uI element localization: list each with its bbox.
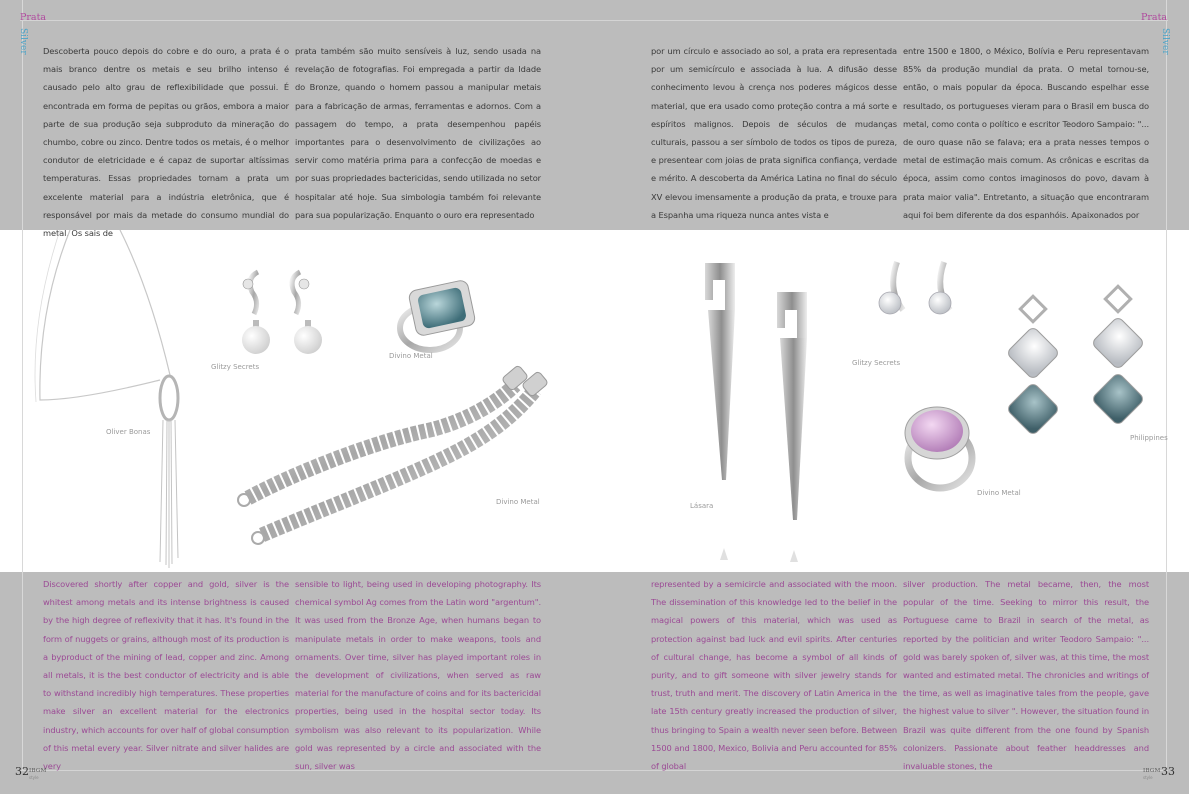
caption-glitzy-secrets-right: Glitzy Secrets [852,359,901,367]
en-column-4: silver production. The metal became, then, the most popular of the time. Seeking to mirror this result, the Portuguese came to Brazil in search of the metal, as reported by the politician and writer Teodoro Sampaio: "... gold was barely spoken of, silver was, at this time, the most wanted and estimated metal. The chronicles and writings of the time, as well as imaginative tales from the people, gave the highest value to silver ". However, the situation found in Brazil was quite different from the one found by Spanish colonizers. Passionate about feather headdresses and invaluable stones, the [903,579,1149,772]
pt-column-3: por um círculo e associado ao sol, a prata era representada por um semicírculo e associada à lua. A difusão desse conhecimento levou à crença nos poderes mágicos desse material, que era usado como proteção contra a má sorte e espíritos malignos. Depois de séculos de mudanças culturais, passou a ser símbolo de todos os tipos de pureza, e presentear com joias de prata significa confiança, verdade e mérito. A descoberta da América Latina no final do século XV elevou imensamente a produção da prata, e trouxe para a Espanha uma riqueza nunca antes vista e [651,46,897,220]
magazine-logo-right: IBGM [1143,768,1161,774]
magazine-sub-left: style [29,775,39,780]
pearl-earrings [242,272,322,354]
section-tag-right: Prata [1141,12,1168,23]
drop-earrings-philippines [1006,286,1145,436]
section-tag-left: Prata [20,12,47,23]
caption-lasara: Lásara [690,502,714,510]
caption-glitzy-secrets-left: Glitzy Secrets [211,363,260,371]
pink-gem-ring [905,407,972,488]
pt-column-1: Descoberta pouco depois do cobre e do ouro, a prata é o mais branco dentre os metais e seu brilho intenso é causado pelo alto grau de reflexibilidade que possui. É encontrada em forma de pepitas ou grãos, embora a maior parte de sua produção seja subproduto da mineração do chumbo, cobre ou zinco. Dentre todos os metais, é o melhor condutor de eletricidade e é capaz de suportar altíssimas temperaturas. Essas propriedades tornam a prata um excelente material para a indústria eletrônica, que é responsável por mais da metade do consumo mundial do metal. Os sais de [43,46,289,239]
oliver-bonas-necklace [35,230,178,568]
caption-philippines: Philippines [1130,434,1168,442]
pt-column-4: entre 1500 e 1800, o México, Bolívia e Peru representavam 85% da produção mundial da prata. O metal tornou-se, então, o mais popular da época. Buscando espelhar esse resultado, os portugueses vieram para o Brasil em busca do metal, como conta o político e escritor Teodoro Sampaio: "... de ouro quase não se falava; era a prata nesses tempos o metal de estimação mais comum. As crônicas e escritas da época, assim como contos imaginosos do povo, davam à prata maior valia". Entretanto, a situação que encontraram aqui foi bem diferente da dos espanhóis. Apaixonados por [903,46,1149,220]
page-number-left: 32 [15,765,29,778]
blue-square-ring [400,279,476,350]
pt-column-2: prata também são muito sensíveis à luz, sendo usada na revelação de fotografias. Foi empregada a partir da Idade do Bronze, quando o homem passou a manipular metais para a fabricação de armas, ferramentas e adornos. Com a passagem do tempo, a prata desempenhou papéis importantes para o desenvolvimento de civilizações ao servir como matéria prima para a confecção de moedas e por suas propriedades bactericidas, sendo utilizada no setor hospitalar até hoje. Sua simbologia também foi relevante para sua popularização. Enquanto o ouro era representado [295,46,541,220]
magazine-logo-left: IBGM [29,768,47,774]
caption-divino-metal-bracelet: Divino Metal [496,498,540,506]
magazine-sub-right: style [1143,775,1153,780]
caption-divino-metal-ring: Divino Metal [389,352,433,360]
top-rule [20,20,1168,21]
en-column-1: Discovered shortly after copper and gold, silver is the whitest among metals and its intense brightness is caused by the high degree of reflexivity that it has. It's found in the form of nuggets or grains, although most of its production is a byproduct of the mining of lead, copper and zinc. Among all metals, it is the best conductor of electricity and is able to withstand incredibly high temperatures. These properties make silver an excellent material for the electronics industry, which accounts for over half of global consumption of this metal every year. Silver nitrate and silver halides are very [43,579,289,772]
blade-earrings [705,263,807,562]
jewelry-photos [0,230,1189,572]
side-tag-left: Silver [18,28,28,55]
crystal-drop-earrings [879,262,951,314]
en-column-3: represented by a semicircle and associated with the moon. The dissemination of this knowledge led to the belief in the magical powers of this material, which was used as protection against bad luck and evil spirits. After centuries of cultural change, has become a symbol of all kinds of purity, and to gift someone with silver jewelry stands for trust, truth and merit. The discovery of Latin America in the late 15th century greatly increased the production of silver, thus bringing to Spain a wealth never seen before. Between 1500 and 1800, Mexico, Bolivia and Peru accounted for 85% of global [651,579,897,772]
page-number-right: 33 [1161,765,1175,778]
chain-bracelets [238,365,549,544]
caption-oliver-bonas: Oliver Bonas [106,428,151,436]
side-tag-right: Silver [1160,28,1170,55]
en-column-2: sensible to light, being used in developing photography. Its chemical symbol Ag comes from the Latin word "argentum". It was used from the Bronze Age, when humans began to manipulate metals in order to make weapons, tools and ornaments. Over time, silver has played important roles in the development of civilizations, when served as raw material for the manufacture of coins and for its bactericidal properties, being used in the hospital sector today. Its symbolism was also relevant to its popularization. While gold was represented by a circle and associated with the sun, silver was [295,579,541,772]
caption-divino-metal-pink: Divino Metal [977,489,1021,497]
